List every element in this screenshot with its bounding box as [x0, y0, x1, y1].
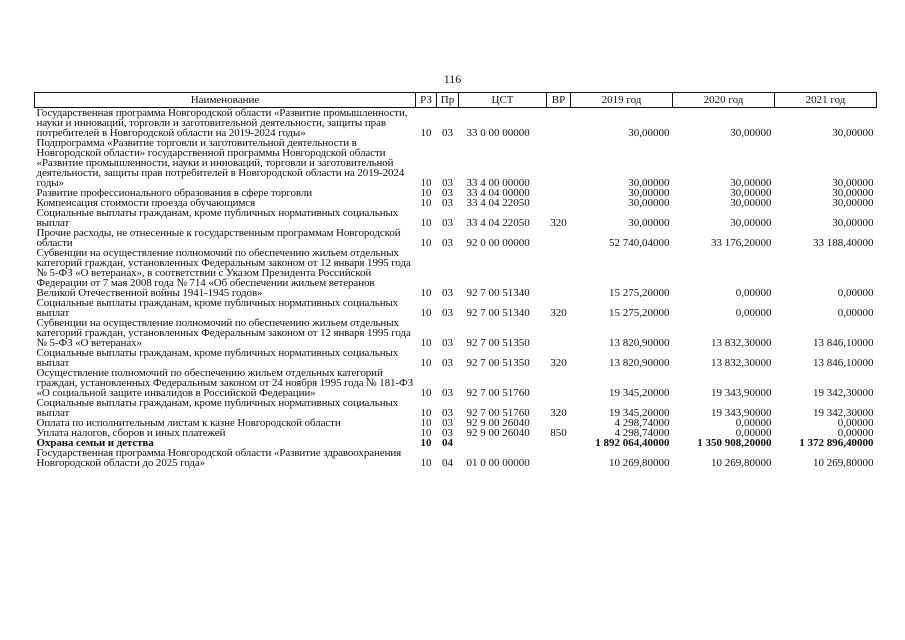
- row-value-2019: 30,00000: [628, 198, 670, 208]
- row-cst: 33 0 00 00000: [466, 127, 530, 138]
- budget-table: [34, 92, 877, 468]
- row-value-2020: 30,00000: [730, 188, 772, 198]
- header-pr: Пр: [437, 93, 459, 108]
- table-row: [35, 318, 877, 348]
- row-pr: 03: [442, 418, 453, 428]
- row-vr: [547, 438, 571, 448]
- row-value-2019: 30,00000: [628, 217, 670, 228]
- row-pr: 03: [442, 188, 453, 198]
- row-rz: 10: [420, 177, 432, 188]
- row-value-2020: 33 176,20000: [711, 237, 772, 248]
- row-value-2020: 30,00000: [730, 177, 772, 188]
- row-name: Субвенции на осуществление полномочий по обеспечению жильем отдельных категорий граждан, установленных Федеральным законом от 12 января 1995 года № 5-ФЗ «О ветеранах»: [36, 318, 411, 348]
- row-name: Оплата по исполнительным листам к казне Новгородской области: [36, 418, 341, 428]
- row-cst: 92 7 00 51340: [466, 307, 530, 318]
- row-rz: 10: [420, 127, 432, 138]
- row-rz: 10: [420, 357, 432, 368]
- row-pr: 04: [442, 438, 453, 448]
- row-pr: 03: [442, 217, 453, 228]
- row-vr: [547, 108, 571, 139]
- row-cst: 33 4 04 22050: [466, 198, 530, 208]
- row-value-2019: 4 298,74000: [614, 418, 670, 428]
- row-vr: 320: [550, 407, 567, 418]
- row-pr: 03: [442, 357, 453, 368]
- row-pr: 03: [442, 287, 453, 298]
- row-vr: [547, 188, 571, 198]
- row-pr: 03: [442, 307, 453, 318]
- row-cst: 92 0 00 00000: [466, 237, 530, 248]
- row-name: Субвенции на осуществление полномочий по обеспечению жильем отдельных категорий граждан, установленных Федеральным законом от 12 января 1995 года № 5-ФЗ «О ветеранах», в соответствии с Указом Президента Российской Федерации от 7 мая 2008 года № 714 «Об обеспечении жильем ветеранов Великой Отечественной войны 1941-1945 годов»: [36, 248, 411, 298]
- row-rz: 10: [420, 438, 432, 448]
- row-value-2019: 13 820,90000: [609, 337, 670, 348]
- row-value-2020: 13 832,30000: [711, 357, 772, 368]
- row-value-2019: 13 820,90000: [609, 357, 670, 368]
- row-name: Подпрограмма «Развитие торговли и заготовительной деятельности в Новгородской области» государственной программы Новгородской области «Развитие промышленности, науки и инноваций, торговли и заготовительной деятельности, защиты прав потребителей в Новгородской области на 2019-2024 годы»: [36, 138, 405, 188]
- row-name: Государственная программа Новгородской области «Развитие здравоохранения Новгородской области до 2025 года»: [36, 448, 402, 468]
- row-pr: 04: [442, 457, 453, 468]
- row-value-2020: 19 343,90000: [711, 407, 772, 418]
- table-row: [35, 428, 877, 438]
- row-value-2019: 4 298,74000: [614, 428, 670, 438]
- row-cst: 92 7 00 51760: [466, 407, 530, 418]
- row-pr: 03: [442, 198, 453, 208]
- row-name: Прочие расходы, не отнесенные к государственным программам Новгородской области: [36, 228, 401, 248]
- row-name: Социальные выплаты гражданам, кроме публичных нормативных социальных выплат: [36, 298, 399, 318]
- row-cst: 92 9 00 26040: [466, 428, 530, 438]
- row-vr: [547, 248, 571, 298]
- row-rz: 10: [420, 457, 432, 468]
- row-value-2019: 15 275,20000: [609, 307, 670, 318]
- table-row: [35, 108, 877, 139]
- header-name: Наименование: [35, 93, 416, 108]
- row-name: Социальные выплаты гражданам, кроме публичных нормативных социальных выплат: [36, 348, 399, 368]
- row-pr: 03: [442, 237, 453, 248]
- row-value-2020: 13 832,30000: [711, 337, 772, 348]
- row-rz: 10: [420, 287, 432, 298]
- row-vr: 320: [550, 357, 567, 368]
- header-rz: РЗ: [416, 93, 437, 108]
- header-2020: 2020 год: [673, 93, 775, 108]
- row-pr: 03: [442, 337, 453, 348]
- row-cst: [459, 438, 547, 448]
- table-body: [35, 108, 877, 469]
- row-value-2021: 30,00000: [832, 177, 874, 188]
- row-value-2021: 0,00000: [837, 287, 874, 298]
- header-2019: 2019 год: [571, 93, 673, 108]
- row-value-2019: 10 269,80000: [609, 457, 670, 468]
- table-row: [35, 368, 877, 398]
- row-cst: 92 7 00 51350: [466, 337, 530, 348]
- row-value-2021: 33 188,40000: [813, 237, 874, 248]
- row-rz: 10: [420, 237, 432, 248]
- row-rz: 10: [420, 337, 432, 348]
- row-pr: 03: [442, 428, 453, 438]
- row-value-2021: 19 342,30000: [813, 387, 874, 398]
- row-vr: 850: [550, 428, 567, 438]
- row-rz: 10: [420, 387, 432, 398]
- row-value-2020: 0,00000: [735, 307, 772, 318]
- row-pr: 03: [442, 127, 453, 138]
- row-name: Охрана семьи и детства: [36, 438, 154, 448]
- row-rz: 10: [420, 418, 432, 428]
- row-cst: 33 4 04 00000: [466, 188, 530, 198]
- row-value-2020: 19 343,90000: [711, 387, 772, 398]
- table-row: [35, 248, 877, 298]
- table-row: [35, 438, 877, 448]
- row-value-2021: 30,00000: [832, 198, 874, 208]
- table-header-row: [35, 93, 877, 108]
- row-vr: [547, 198, 571, 208]
- row-cst: 92 7 00 51760: [466, 387, 530, 398]
- header-2021: 2021 год: [775, 93, 877, 108]
- row-vr: [547, 448, 571, 468]
- row-vr: 320: [550, 307, 567, 318]
- row-name: Государственная программа Новгородской области «Развитие промышленности, науки и инноваций, торговли и заготовительной деятельности, защиты прав потребителей в Новгородской области на 2019-2024 годы»: [36, 107, 408, 138]
- row-name: Развитие профессионального образования в сфере торговли: [36, 188, 313, 198]
- row-value-2020: 10 269,80000: [711, 457, 772, 468]
- table-row: [35, 188, 877, 198]
- row-cst: 33 4 00 00000: [466, 177, 530, 188]
- header-cst: ЦСТ: [459, 93, 547, 108]
- row-value-2020: 30,00000: [730, 217, 772, 228]
- header-vr: ВР: [547, 93, 571, 108]
- row-value-2020: 0,00000: [735, 428, 772, 438]
- row-value-2021: 13 846,10000: [813, 337, 874, 348]
- row-name: Компенсация стоимости проезда обучающимся: [36, 198, 256, 208]
- table-row: [35, 138, 877, 188]
- row-value-2021: 0,00000: [837, 307, 874, 318]
- table-row: [35, 448, 877, 468]
- row-pr: 03: [442, 407, 453, 418]
- row-value-2021: 10 269,80000: [813, 457, 874, 468]
- row-rz: 10: [420, 307, 432, 318]
- row-cst: 33 4 04 22050: [466, 217, 530, 228]
- row-name: Социальные выплаты гражданам, кроме публичных нормативных социальных выплат: [36, 208, 399, 228]
- row-value-2021: 19 342,30000: [813, 407, 874, 418]
- table-row: [35, 298, 877, 318]
- row-value-2021: 1 372 896,40000: [799, 438, 874, 448]
- row-name: Уплата налогов, сборов и иных платежей: [36, 428, 226, 438]
- row-value-2019: 19 345,20000: [609, 387, 670, 398]
- table-row: [35, 398, 877, 418]
- table-row: [35, 208, 877, 228]
- row-value-2019: 52 740,04000: [609, 237, 670, 248]
- row-value-2019: 19 345,20000: [609, 407, 670, 418]
- row-value-2021: 30,00000: [832, 127, 874, 138]
- row-value-2021: 0,00000: [837, 428, 874, 438]
- row-value-2020: 0,00000: [735, 418, 772, 428]
- row-value-2019: 30,00000: [628, 188, 670, 198]
- row-name: Осуществление полномочий по обеспечению жильем отдельных категорий граждан, установленных Федеральным законом от 24 ноября 1995 года № 181-ФЗ «О социальной защите инвалидов в Российской Федерации»: [36, 368, 413, 398]
- row-cst: 92 9 00 26040: [466, 418, 530, 428]
- row-rz: 10: [420, 188, 432, 198]
- row-value-2019: 30,00000: [628, 127, 670, 138]
- row-vr: [547, 418, 571, 428]
- row-value-2021: 30,00000: [832, 217, 874, 228]
- row-vr: [547, 368, 571, 398]
- row-value-2021: 0,00000: [837, 418, 874, 428]
- row-value-2019: 1 892 064,40000: [595, 438, 670, 448]
- row-pr: 03: [442, 387, 453, 398]
- row-cst: 92 7 00 51340: [466, 287, 530, 298]
- row-value-2020: 30,00000: [730, 198, 772, 208]
- row-rz: 10: [420, 198, 432, 208]
- row-value-2020: 30,00000: [730, 127, 772, 138]
- row-vr: [547, 228, 571, 248]
- row-value-2019: 30,00000: [628, 177, 670, 188]
- row-pr: 03: [442, 177, 453, 188]
- row-value-2019: 15 275,20000: [609, 287, 670, 298]
- row-value-2020: 0,00000: [735, 287, 772, 298]
- row-cst: 01 0 00 00000: [466, 457, 530, 468]
- row-vr: [547, 138, 571, 188]
- page-number: 116: [443, 72, 462, 86]
- row-value-2020: 1 350 908,20000: [697, 438, 772, 448]
- table-row: [35, 198, 877, 208]
- table-row: [35, 348, 877, 368]
- row-rz: 10: [420, 428, 432, 438]
- row-vr: [547, 318, 571, 348]
- table-row: [35, 228, 877, 248]
- table-row: [35, 418, 877, 428]
- row-value-2021: 13 846,10000: [813, 357, 874, 368]
- row-cst: 92 7 00 51350: [466, 357, 530, 368]
- row-name: Социальные выплаты гражданам, кроме публичных нормативных социальных выплат: [36, 398, 399, 418]
- row-vr: 320: [550, 217, 567, 228]
- row-rz: 10: [420, 217, 432, 228]
- row-rz: 10: [420, 407, 432, 418]
- row-value-2021: 30,00000: [832, 188, 874, 198]
